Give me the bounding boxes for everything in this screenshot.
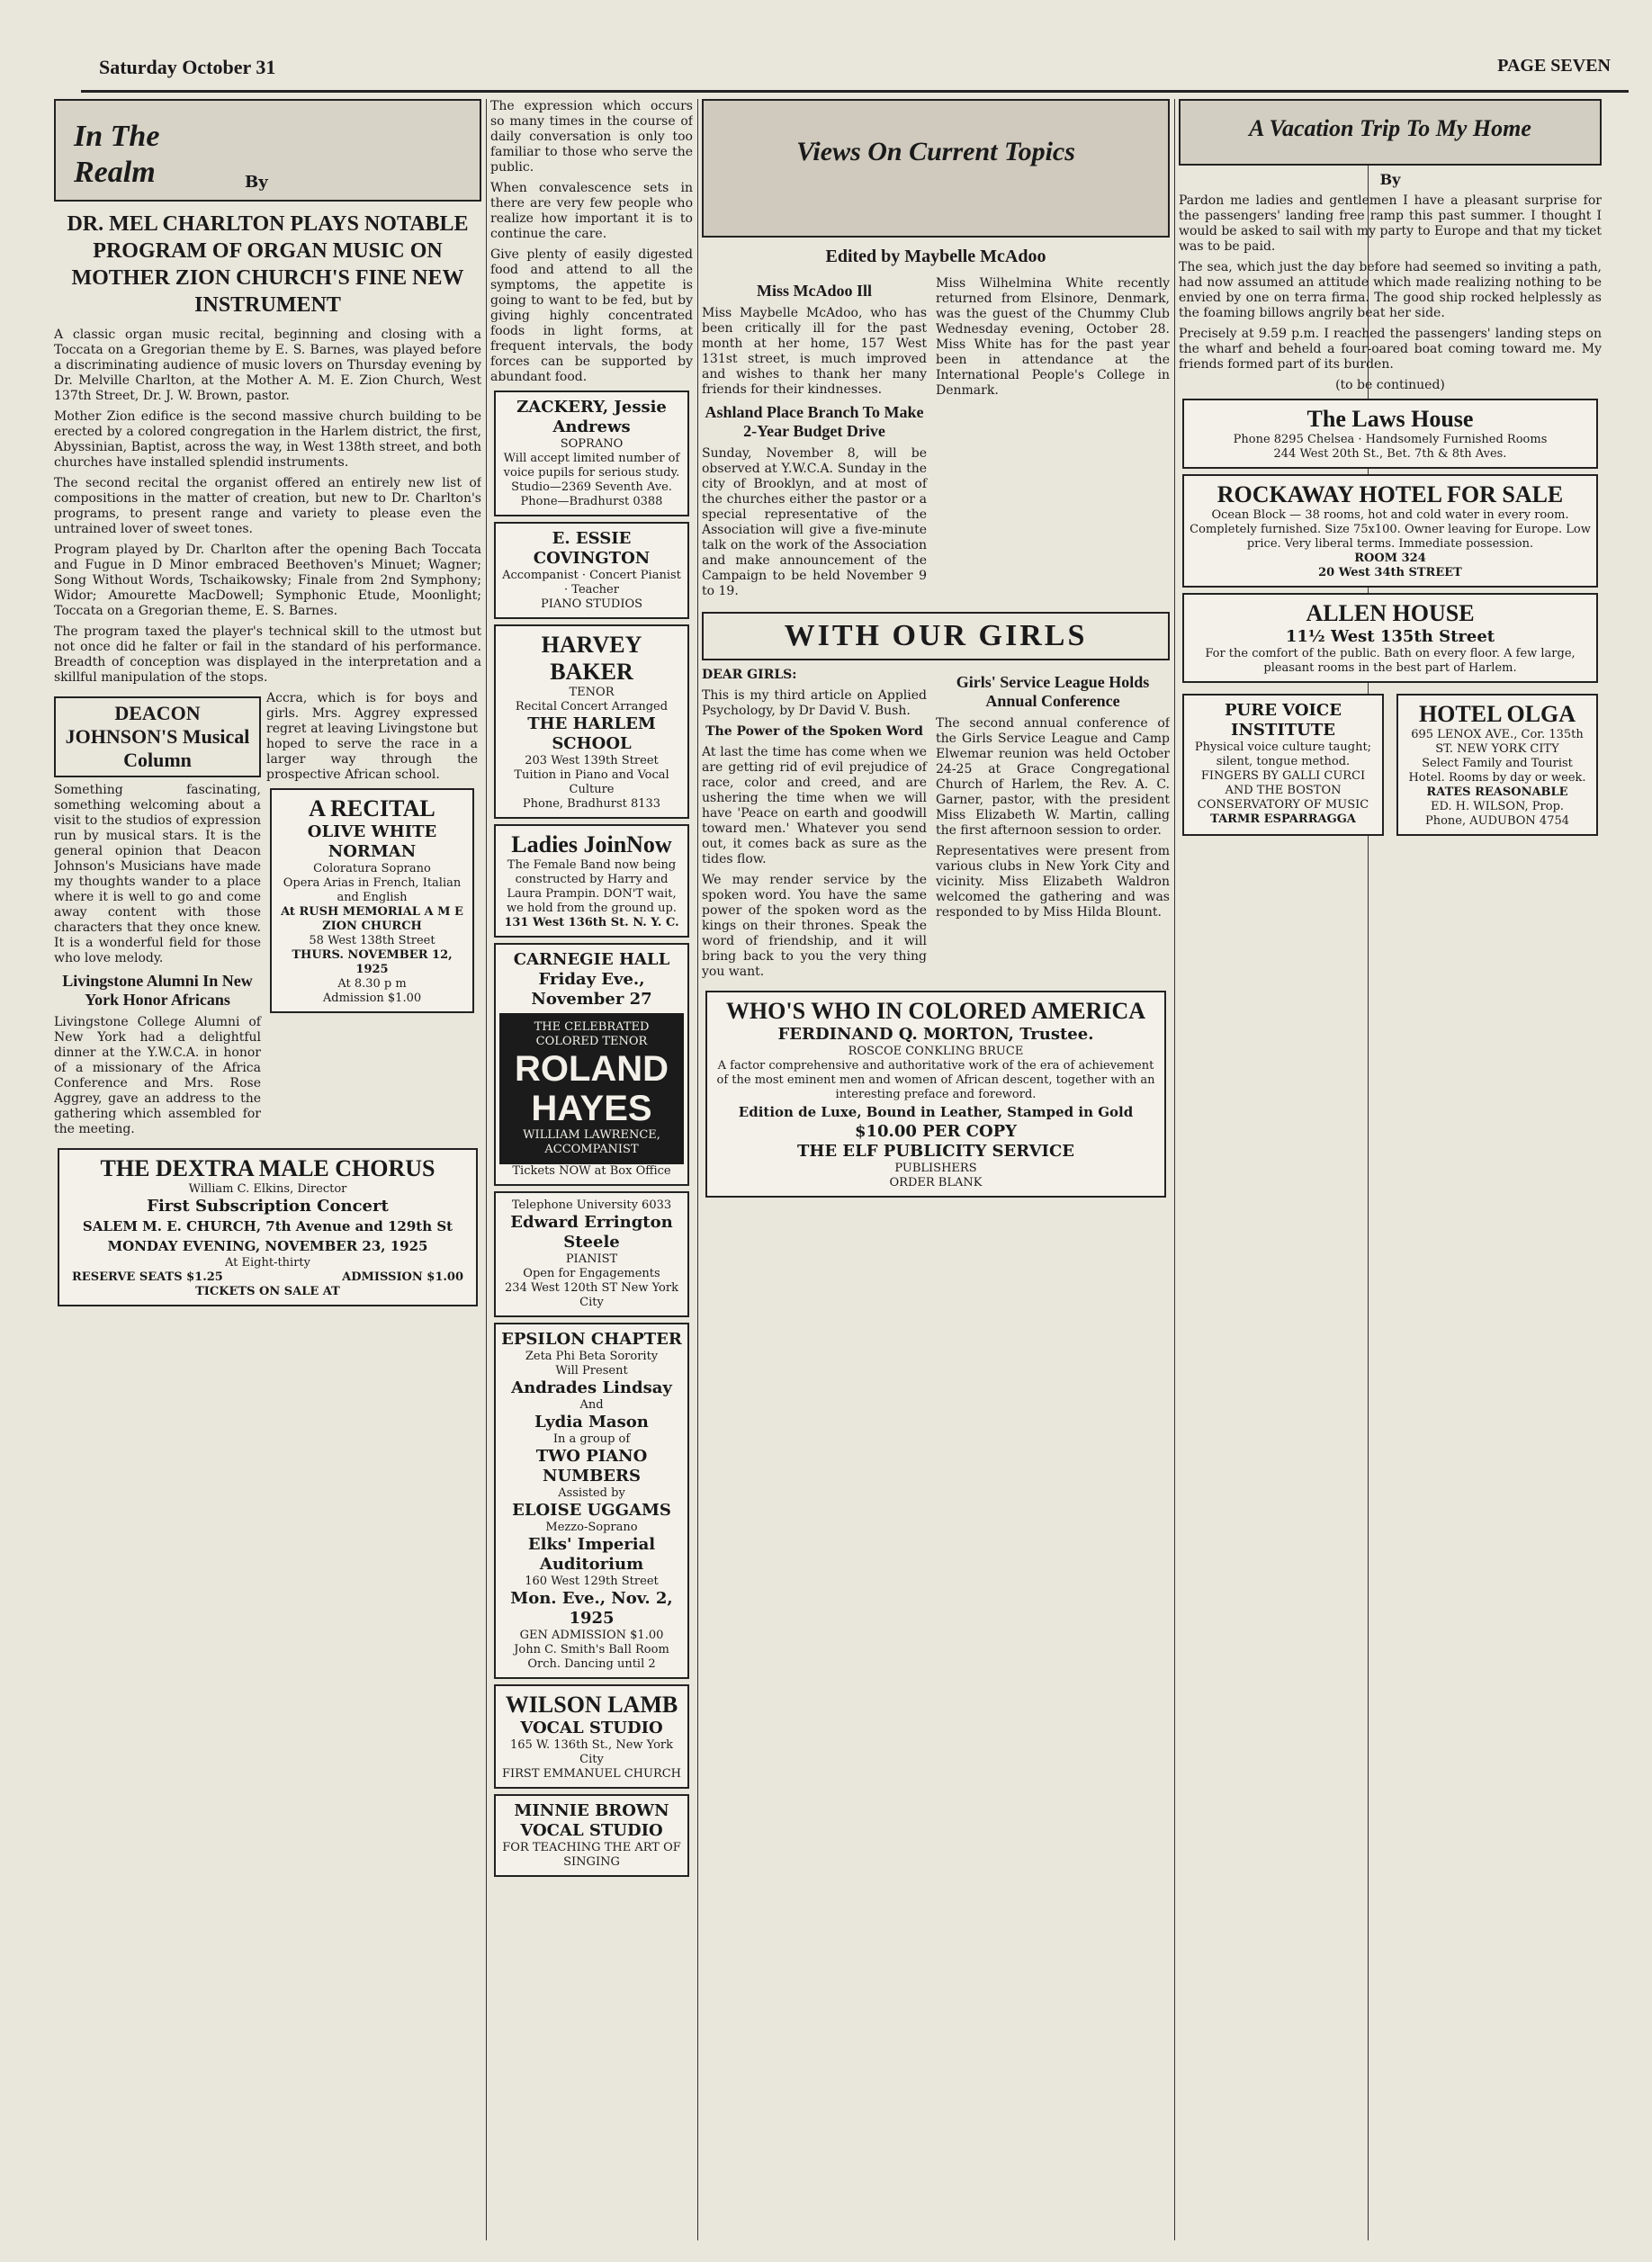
olga-text: Select Family and Tourist Hotel. Rooms by day or week. [1408,757,1586,785]
pure-voice-fingers: FINGERS BY GALLI CURCI AND THE BOSTON CONSERVATORY OF MUSIC [1197,769,1369,812]
baker-ad [494,624,689,819]
dextra-director: William C. Elkins, Director [188,1182,347,1196]
epsilon-ad [494,1323,689,1679]
dextra-time: At Eight-thirty [224,1256,310,1270]
league-body-2: Representatives were present from various clubs in New York City and vicinity. Miss Elizabeth Waldron welcomed the gathering and was responded to by Miss Hilda Blount. [936,844,1170,920]
spoken-heading: The Power of the Spoken Word [705,724,923,739]
baker-text: Recital Concert Arranged [515,700,669,714]
community-text-1: The expression which occurs so many times in the course of daily conversation is only too familiar to those who serve the public. [490,99,693,175]
pure-voice-title: PURE VOICE INSTITUTE [1225,701,1342,740]
recital-ad [270,788,474,1013]
organ-para-2: Mother Zion edifice is the second massive church building to be erected by a colored congregation in the Harlem district, the first, Abyssinian, Baptist, across the way, in West 138th street, and both churches have installed splendid instruments. [54,409,481,470]
laws-title: The Laws House [1306,406,1474,432]
ladies-ad [494,824,689,938]
vacation-body-1: Pardon me ladies and gentlemen I have a pleasant surprise for the passengers' landing free ramp this past summer. I thought I would be asked to sail with my party to Europe and that my ticket was to be paid. [1179,193,1602,254]
recital-place: At RUSH MEMORIAL A M E ZION CHURCH [281,905,463,933]
baker-school: THE HARLEM SCHOOL [527,714,656,753]
epsilon-group: In a group of [552,1432,631,1446]
ashland-body: Sunday, November 8, will be observed at Y.W.C.A. Sunday in the city of Brooklyn, and at most of the churches either the pastor or a special representative of the Association will give a five-minute talk on the work of the Association and make announcement of the Campaign to be held November 9 to 19. [702,446,927,598]
wilson-sub: VOCAL STUDIO [520,1719,663,1737]
recital-sub: Coloratura Soprano [313,862,431,875]
epsilon-and: And [579,1398,604,1412]
recital-name: OLIVE WHITE NORMAN [307,822,437,861]
minnie-name: MINNIE BROWN [514,1801,669,1820]
zackery-ad [494,390,689,516]
olga-title: HOTEL OLGA [1418,701,1576,727]
minnie-studio: VOCAL STUDIO [520,1821,663,1840]
deacon-body: Something fascinating, something welcoming about a visit to the studios of expression run by musical stars. It is the general opinion that Deacon Johnson's Musicians have made my thoughts wander to a place where it is well to go and come away content with those characters that they once knew. It is a wonderful field for those who love melody. [54,783,261,965]
recital-time: At 8.30 p m [337,977,407,991]
page-number: PAGE SEVEN [1497,56,1611,76]
organ-para-4: Program played by Dr. Charlton after the opening Bach Toccata and Fugue in D Minor embraced Beethoven's Minuet; Wagner; Song Without Words, Tschaikowsky; Finale from 2nd Symphony; Widor; Amourette MacDowell; Symphonic Etude, Moonlight; Toccata on a Gregorian theme, E. S. Barnes. [54,543,481,618]
ladies-text: The Female Band now being constructed by Harry and Laura Prampin. DON'T wait, we hold from the ground up. [507,858,677,915]
whos-who-trustee: FERDINAND Q. MORTON, Trustee. [777,1025,1094,1044]
dextra-admission: ADMISSION $1.00 [342,1270,463,1284]
epsilon-present: Will Present [555,1364,628,1378]
laws-text: Phone 8295 Chelsea · Handsomely Furnished Rooms [1233,433,1548,446]
middle-body: Accra, which is for boys and girls. Mrs. Aggrey expressed regret at leaving Livingstone but hoped to serve the race in a larger way through the prospective African school. [266,691,478,782]
spoken-body: At last the time has come when we are getting rid of evil prejudice of race, color and creed, and are ushering the time when we will have 'Peace on earth and goodwill toward men.' Whatever you send out, it comes back as sure as the tides flow. [702,745,927,866]
olga-prop: ED. H. WILSON, Prop. [1430,800,1565,813]
rockaway-title: ROCKAWAY HOTEL FOR SALE [1217,481,1564,507]
rockaway-room: ROOM 324 [1354,552,1426,565]
baker-phone: Phone, Bradhurst 8133 [522,797,661,811]
vacation-column [1179,99,1602,2240]
whos-who-publishers: PUBLISHERS [894,1162,977,1175]
minnie-ad [494,1794,689,1877]
olga-addr: 695 LENOX AVE., Cor. 135th ST. NEW YORK CITY [1411,728,1584,756]
covington-ad [494,522,689,619]
epsilon-uggams: ELOISE UGGAMS [512,1501,671,1520]
hayes-name-1: ROLAND [514,1049,669,1089]
laws-house-ad [1182,399,1598,469]
topics-banner [702,99,1170,238]
masthead [81,36,1629,93]
steele-name: Edward Errington Steele [510,1213,673,1252]
recital-date: THURS. NOVEMBER 12, 1925 [292,948,453,976]
covington-name: E. ESSIE COVINGTON [533,529,651,568]
rockaway-ad [1182,474,1598,588]
whos-who-ad [705,991,1166,1198]
recital-admission: Admission $1.00 [322,992,422,1005]
with-girls-title: WITH OUR GIRLS [784,619,1088,652]
whos-who-order: ORDER BLANK [889,1176,983,1189]
social-body: Miss Wilhelmina White recently returned from Elsinore, Denmark, was the guest of the Chummy Club Wednesday evening, October 28. Miss White has for the past year been in attendance at the International People's College in Denmark. [936,276,1170,398]
epsilon-hall: Elks' Imperial Auditorium [527,1535,656,1574]
dextra-title: THE DEXTRA MALE CHORUS [100,1155,435,1181]
recital-title: A RECITAL [309,795,435,821]
hayes-tickets: Tickets NOW at Box Office [512,1164,671,1178]
topics-editor: Edited by Maybelle McAdoo [825,247,1046,266]
organ-para-5: The program taxed the player's technical skill to the utmost but not once did he falter or fail in the standard of his performance. Breadth of conception was displayed in the interpretation and a skillful manipulation of the stops. [54,624,481,685]
epsilon-mezzo: Mezzo-Soprano [545,1521,638,1534]
dextra-reserve: RESERVE SEATS $1.25 [72,1270,223,1284]
allen-addr: 11½ West 135th Street [1285,627,1495,646]
hayes-name-2: HAYES [531,1089,652,1128]
epsilon-admission: GEN ADMISSION $1.00 [519,1629,664,1642]
whos-who-edition: Edition de Luxe, Bound in Leather, Stamped in Gold [738,1104,1134,1120]
rockaway-text: Ocean Block — 38 rooms, hot and cold water in every room. Completely furnished. Size 75x100. Owner leaving for Europe. Low price. Very liberal terms. Immediate possession. [1190,508,1591,551]
community-column [490,99,693,2240]
dextra-date: MONDAY EVENING, NOVEMBER 23, 1925 [107,1238,428,1254]
organ-para-1: A classic organ music recital, beginning and closing with a Toccata on a Gregorian theme by E. S. Barnes, was played before a discriminating audience of music lovers on Thursday evening by Dr. Melville Charlton, at the Mother A. M. E. Zion Church, West 137th Street, Dr. J. W. Brown, pastor. [54,328,481,403]
steele-phone: Telephone University 6033 [511,1198,672,1212]
topics-title: Views On Current Topics [796,137,1075,166]
recital-addr: 58 West 138th Street [309,934,435,947]
issue-date: Saturday October 31 [99,56,276,78]
vacation-byline: By [1379,171,1401,188]
realm-title [54,99,481,202]
whos-who-bruce: ROSCOE CONKLING BRUCE [848,1045,1024,1058]
ladies-title: Ladies JoinNow [511,831,672,857]
vacation-banner [1179,99,1602,166]
realm-byline: By [245,173,268,192]
applied-psych: This is my third article on Applied Psychology, by Dr David V. Bush. [702,688,927,718]
rockaway-addr: 20 West 34th STREET [1318,566,1462,579]
whos-who-body: A factor comprehensive and authoritative work of the era of achievement of the most eminent men and women of African descent, together with an interesting preface and foreword. [716,1059,1155,1101]
ladies-addr: 131 West 136th St. N. Y. C. [504,916,679,929]
mcadoo-heading: Miss McAdoo Ill [757,282,872,300]
wilson-church: FIRST EMMANUEL CHURCH [501,1767,682,1781]
league-body: The second annual conference of the Girls Service League and Camp Elwemar reunion was held October 24-25 at Grace Congregational Church of Harlem, the Rev. A. C. Garner, pastor, with the president Miss Elizabeth W. Martin, calling the first afternoon session to order. [936,716,1170,838]
carnegie-date: Friday Eve., November 27 [531,970,652,1009]
laws-addr: 244 West 20th St., Bet. 7th & 8th Aves. [1273,447,1507,461]
recital-lang: Opera Arias in French, Italian and English [283,876,462,904]
hayes-accomp: WILLIAM LAWRENCE, ACCOMPANIST [523,1128,660,1156]
wilson-title: WILSON LAMB [505,1692,678,1718]
dextra-first: First Subscription Concert [147,1197,389,1216]
allen-text: For the comfort of the public. Bath on every floor. A few large, pleasant rooms in the best part of Harlem. [1205,647,1576,675]
baker-name: HARVEY BAKER [541,632,642,685]
spoken-body-2: We may render service by the spoken word. You have the same power of the spoken word as the kings on their thrones. Speak the word of friendship, and it will bring back to you the very thing you want. [702,873,927,979]
minnie-addr: FOR TEACHING THE ART OF SINGING [502,1841,681,1869]
dextra-church: SALEM M. E. CHURCH, 7th Avenue and 129th St [82,1218,453,1234]
steele-ad [494,1191,689,1317]
community-text-2: When convalescence sets in there are very few people who realize how important it is to continue the care. [490,181,693,241]
epsilon-numbers: TWO PIANO NUMBERS [535,1447,648,1486]
steele-text: Open for Engagements [523,1267,660,1280]
carnegie-ad [494,943,689,1186]
wilson-ad [494,1684,689,1789]
steele-addr: 234 West 120th ST New York City [505,1281,678,1309]
zackery-studio: Studio—2369 Seventh Ave. [511,480,672,494]
zackery-role: SOPRANO [560,437,624,451]
epsilon-title: EPSILON CHAPTER [501,1330,682,1349]
organ-para-3: The second recital the organist offered an entirely new list of compositions in the matter of creation, but new to Dr. Charlton's programs, to present range and variety to please even the untrained lover of sweet tones. [54,476,481,536]
hayes-top: THE CELEBRATED COLORED TENOR [534,1020,650,1048]
epsilon-name-2: Lydia Mason [534,1413,649,1432]
steele-role: PIANIST [565,1252,618,1266]
dear-girls: DEAR GIRLS: [702,668,797,682]
epsilon-orch: John C. Smith's Ball Room Orch. Dancing until 2 [514,1643,669,1671]
music-column [54,99,481,2240]
olga-phone: Phone, AUDUBON 4754 [1424,814,1570,828]
wilson-addr: 165 W. 136th St., New York City [509,1738,674,1766]
livingstone-heading: Livingstone Alumni In New York Honor Africans [62,972,253,1009]
realm-title-text: In The Realm [74,120,160,189]
dextra-ad [58,1148,478,1306]
pure-voice-ad [1182,694,1384,836]
vacation-title: A Vacation Trip To My Home [1249,115,1531,141]
zackery-name: ZACKERY, Jessie Andrews [516,398,667,436]
dextra-tickets: TICKETS ON SALE AT [195,1285,340,1298]
livingstone-body: Livingstone College Alumni of New York had a delightful dinner at the Y.W.C.A. in honor of a missionary of the Africa Conference and Mrs. Rose Aggrey, gave an address to the gathering which assembled for the meeting. [54,1015,261,1136]
ashland-heading: Ashland Place Branch To Make 2-Year Budget Drive [705,403,924,440]
epsilon-addr: 160 West 129th Street [525,1575,659,1588]
with-girls-box [702,612,1170,660]
zackery-text: Will accept limited number of voice pupils for serious study. [503,452,680,480]
olga-rates: RATES REASONABLE [1426,785,1568,799]
hayes-block [499,1013,684,1164]
hotel-olga-ad [1396,694,1598,836]
whos-who-service: THE ELF PUBLICITY SERVICE [796,1142,1075,1161]
covington-studio: PIANO STUDIOS [540,597,643,611]
organ-headline: DR. MEL CHARLTON PLAYS NOTABLE PROGRAM OF ORGAN MUSIC ON MOTHER ZION CHURCH'S FINE NEW INSTRUMENT [67,212,469,317]
epsilon-name-1: Andrades Lindsay [511,1378,672,1397]
baker-addr: 203 West 139th Street [525,754,659,767]
league-heading: Girls' Service League Holds Annual Conference [956,673,1150,710]
whos-who-price: $10.00 PER COPY [854,1122,1018,1141]
epsilon-sub: Zeta Phi Beta Sorority [525,1350,659,1363]
epsilon-date: Mon. Eve., Nov. 2, 1925 [510,1589,673,1628]
pure-voice-tarmr: TARMR ESPARRAGGA [1210,812,1356,826]
vacation-body-2: The sea, which just the day before had seemed so inviting a path, had now assumed an attitude which made realizing nothing to be envied by one on terra firma. The good ship rocked helplessly as the foaming billows angrily beat her side. [1179,260,1602,320]
baker-tuition: Tuition in Piano and Vocal Culture [514,768,669,796]
pure-voice-text: Physical voice culture taught; silent, tongue method. [1194,741,1372,768]
community-text-3: Give plenty of easily digested food and attend to all the symptoms, the appetite is going to want to be fed, but by giving highly concentrated foods in light forms, at frequent intervals, the body forces can be supported by abundant food. [490,247,693,384]
covington-text: Accompanist · Concert Pianist · Teacher [502,569,681,597]
deacon-heading: DEACON JOHNSON'S Musical Column [54,696,261,777]
vacation-continued: (to be continued) [1335,378,1445,392]
whos-who-title: WHO'S WHO IN COLORED AMERICA [725,998,1146,1024]
mcadoo-body: Miss Maybelle McAdoo, who has been critically ill for the past month at her home, 157 West 131st street, is much improved and wishes to thank her many friends for their kindnesses. [702,306,927,397]
epsilon-assist: Assisted by [558,1486,625,1500]
topics-column [702,99,1170,2240]
allen-house-ad [1182,593,1598,683]
vacation-body-3: Precisely at 9.59 p.m. I reached the passengers' landing steps on the wharf and beheld a four-oared boat coming toward me. My friends formed part of its burden. [1179,327,1602,372]
zackery-phone: Phone—Bradhurst 0388 [520,495,663,508]
allen-title: ALLEN HOUSE [1306,600,1475,626]
baker-role: TENOR [569,686,615,699]
carnegie-title: CARNEGIE HALL [513,950,670,969]
